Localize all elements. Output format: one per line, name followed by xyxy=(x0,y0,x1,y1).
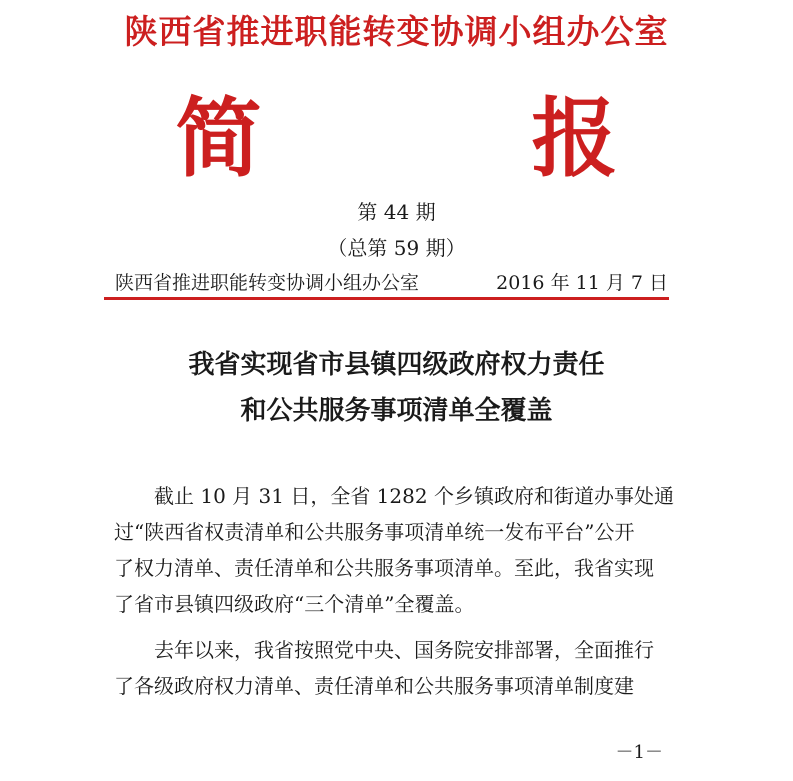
issuer-line: 陕西省推进职能转变协调小组办公室 xyxy=(115,272,420,294)
page-number: －1－ xyxy=(615,742,663,763)
bulletin-title: 简 报 xyxy=(175,88,738,189)
issue-number: 第 44 期 xyxy=(357,200,436,224)
body-line: 过“陕西省权责清单和公共服务事项清单统一发布平台”公开 xyxy=(114,520,635,544)
total-issue-number: （总第 59 期） xyxy=(327,236,466,260)
red-divider xyxy=(104,297,669,300)
body-line: 截止 10 月 31 日，全省 1282 个乡镇政府和街道办事处通 xyxy=(154,484,674,508)
issuer-header: 陕西省推进职能转变协调小组办公室 xyxy=(124,12,669,51)
body-line: 了各级政府权力清单、责任清单和公共服务事项清单制度建 xyxy=(114,674,634,698)
issue-date: 2016 年 11 月 7 日 xyxy=(496,272,668,294)
body-line: 了权力清单、责任清单和公共服务事项清单。至此，我省实现 xyxy=(114,556,654,580)
article-title-line-1: 我省实现省市县镇四级政府权力责任 xyxy=(188,350,605,380)
body-line: 了省市县镇四级政府“三个清单”全覆盖。 xyxy=(114,592,475,616)
body-line: 去年以来，我省按照党中央、国务院安排部署，全面推行 xyxy=(154,638,654,662)
article-title-line-2: 和公共服务事项清单全覆盖 xyxy=(240,396,553,426)
